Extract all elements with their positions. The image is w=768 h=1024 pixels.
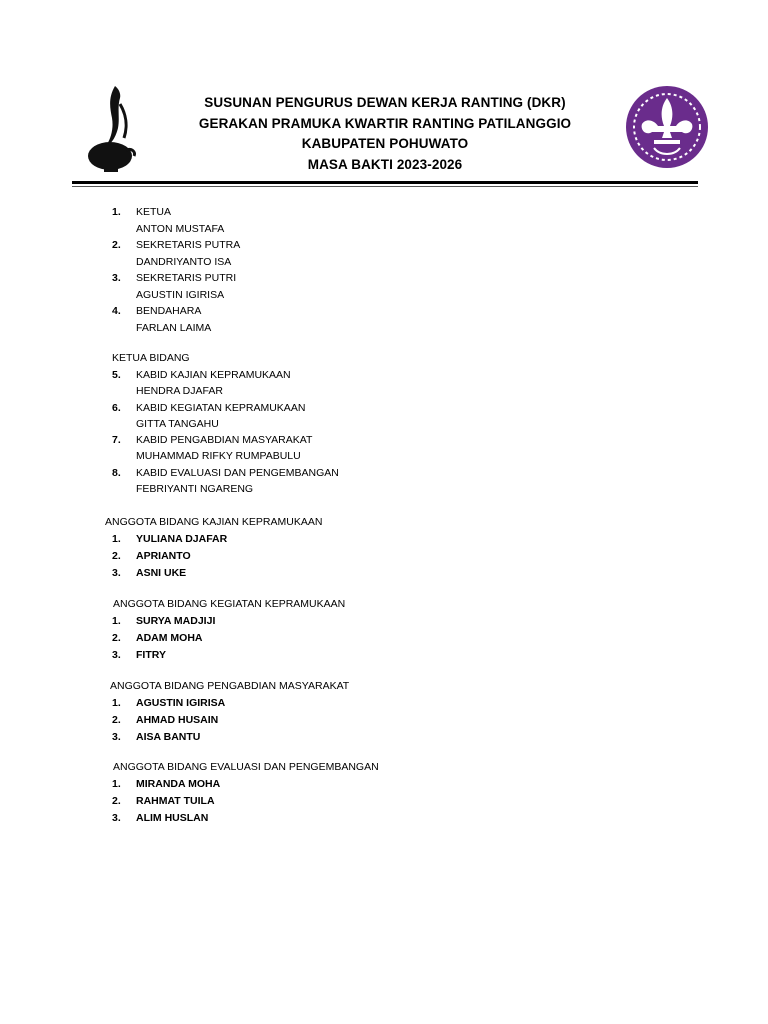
list-number: 1. [112,777,121,790]
member-name: ANTON MUSTAFA [136,222,225,235]
list-number: 1. [112,696,121,709]
member-name: AISA BANTU [136,730,201,743]
list-number: 2. [112,239,121,251]
list-number: 3. [112,648,121,661]
member-name: AGUSTIN IGIRISA [136,696,226,709]
list-number: 2. [112,631,121,644]
list-number: 2. [112,713,121,726]
list-number: 3. [112,811,121,824]
position-title: KABID PENGABDIAN MASYARAKAT [136,434,313,446]
member-name: FARLAN LAIMA [136,321,212,334]
member-name: GITTA TANGAHU [136,417,219,430]
section-heading-text: ANGGOTA BIDANG EVALUASI DAN PENGEMBANGAN [113,761,379,773]
header-organization: GERAKAN PRAMUKA KWARTIR RANTING PATILANGGIO [198,115,572,131]
member-name: AGUSTIN IGIRISA [136,288,225,301]
section-heading-text: ANGGOTA BIDANG KEGIATAN KEPRAMUKAAN [113,598,346,610]
position-title: KABID KAJIAN KEPRAMUKAAN [136,369,291,381]
position-title: KETUA [136,206,172,218]
world-scout-emblem-icon [624,82,710,176]
list-number: 7. [112,434,121,446]
member-name: MIRANDA MOHA [136,777,221,790]
member-name: APRIANTO [136,549,191,562]
member-name: DANDRIYANTO ISA [136,255,232,268]
member-name: FEBRIYANTI NGARENG [136,482,254,495]
list-number: 8. [112,466,121,479]
header-region: KABUPATEN POHUWATO [301,136,469,151]
section-heading-text: ANGGOTA BIDANG PENGABDIAN MASYARAKAT [110,680,350,692]
section-heading-text: ANGGOTA BIDANG KAJIAN KEPRAMUKAAN [105,516,323,528]
header-title: SUSUNAN PENGURUS DEWAN KERJA RANTING (DKR) [204,95,566,110]
position-title: KABID KEGIATAN KEPRAMUKAAN [136,401,306,414]
position-title: KABID EVALUASI DAN PENGEMBANGAN [136,466,339,479]
list-number: 3. [112,566,121,579]
list-number: 6. [112,401,121,414]
member-name: ASNI UKE [136,566,187,579]
member-name: YULIANA DJAFAR [136,532,228,545]
header-divider-thin [72,186,698,187]
list-number: 3. [112,730,121,743]
position-title: SEKRETARIS PUTRI [136,272,237,284]
list-number: 4. [112,305,121,317]
member-name: HENDRA DJAFAR [136,385,223,397]
member-name: AHMAD HUSAIN [136,713,219,726]
member-name: SURYA MADJIJI [136,614,216,627]
list-number: 1. [112,614,121,627]
list-number: 5. [112,369,121,381]
position-title: BENDAHARA [136,305,202,317]
member-name: ALIM HUSLAN [136,811,209,824]
header-divider [72,181,698,184]
list-number: 3. [112,272,121,284]
member-name: RAHMAT TUILA [136,794,215,807]
member-name: MUHAMMAD RIFKY RUMPABULU [136,450,301,462]
header-period: MASA BAKTI 2023-2026 [307,156,463,172]
list-number: 2. [112,549,121,562]
list-number: 2. [112,794,121,807]
tunas-kelapa-icon [84,84,138,176]
document-header [140,93,630,175]
list-number: 1. [112,532,121,545]
position-title: SEKRETARIS PUTRA [136,239,241,251]
member-name: ADAM MOHA [136,631,203,644]
member-name: FITRY [136,648,166,661]
list-number: 1. [112,206,121,218]
section-heading-text: KETUA BIDANG [112,352,190,364]
